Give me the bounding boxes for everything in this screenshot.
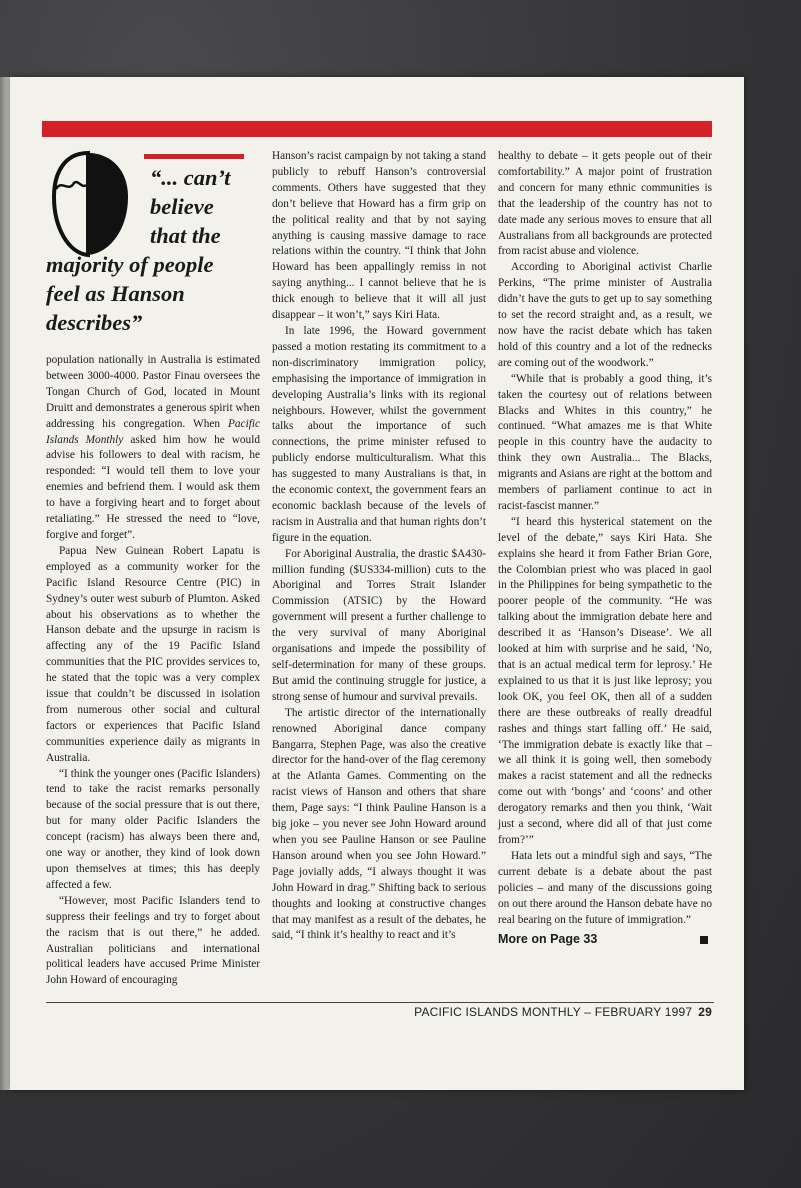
text-run: population nationally in Australia is estimated between 3000-4000. Pastor Finau oversees the Tongan Church of God, located in Mount Druitt and demonstrates a generous spirit when addressing his congregation. When — [46, 354, 260, 430]
paragraph: Papua New Guinean Robert Lapatu is employed as a community worker for the Pacific Island Resource Centre (PIC) in Sydney’s outer west suburb of Plumton. Asked about his observations as to whether the Hanson debate and the upsurge in racism is affecting any of the 19 Pacific Island communities that the PIC provides services to, he stated that the topic was a very complex issue that couldn’t be discussed in isolation from numerous other social and cultural factors or experiences that Pacific Island communities experience daily as migrants in Australia. — [46, 544, 260, 764]
more-on-page-link[interactable]: More on Page 33 — [498, 932, 598, 947]
text-run: asked him how he would advise his followers to deal with racism, he responded: “I would tell them to love your enemies and befriend them. I would ask them to have a forgiving heart and to forget about retaliating.” He stressed the need to “love, forgive and forget”. — [46, 433, 260, 541]
paragraph: “While that is probably a good thing, it’s taken the courtesy out of relations between Blacks and Whites in this country,” he continued. “What amazes me is that White people in this country have the audacity to think they own Australia... The Blacks, migrants and Asians are right at the bottom and members of parliament continue to act in racist-fascist manner.” — [498, 372, 712, 512]
page-number: 29 — [698, 1005, 712, 1019]
paragraph: The artistic director of the internationally renowned Aboriginal dance company Bangarra, Stephen Page, was also the creative director for the hand-over of the flag ceremony at the Atlanta Games. Commenting on the racist views of Hanson and others that share them, Page says: “I think Pauline Hanson is a big joke – you never see John Howard around when you see Pauline Hanson or see Pauline Hanson around when you see John Howard.” Page jovially adds, “I always thought it was John Howard in drag.” Shifting back to serious thoughts and looking at constructive changes that may manifest as a result of the debates, he said, “I think it’s healthy to react and it’s — [272, 706, 486, 942]
paragraph: According to Aboriginal activist Charlie Perkins, “The prime minister of Australia didn’t have the guts to get up to say something to set the record straight and, as a result, we now have the racist debate which has taken hold of this country and a lot of the rednecks are coming out of the woodwork.” — [498, 261, 712, 369]
end-mark-icon — [700, 936, 708, 944]
column-2 — [272, 149, 486, 944]
page-spine — [0, 77, 10, 1090]
paragraph — [46, 353, 260, 544]
pull-quote-line: that the — [150, 223, 221, 248]
paragraph: “However, most Pacific Islanders tend to suppress their feelings and try to forget about the racism that is out there,” he added. Australian politicians and international political leaders have accused Prime Minister John Howard of encouraging — [46, 894, 260, 987]
pull-quote-line: believe — [150, 194, 214, 219]
paragraph: “I heard this hysterical statement on the level of the debate,” says Kiri Hata. She explains she heard it from Father Brian Gore, the Colombian priest who was placed in gaol in the Philippines for being sympathetic to the poorer people of the community. “He was talking about the immigration debate here and described it as ‘Hanson’s Disease’. We all looked at him with surprise and he said, ‘No, that is an actual medical term for leprosy.’ He explained to us that it is just like leprosy; you look OK, you feel OK, then all of a sudden there are these outbreaks of really dreadful rashes and things start falling off.’ He said, ‘The immigration debate is exactly like that – we all think it is going well, then somebody makes a racist statement and all the rednecks come out with ‘bongs’ and ‘coons’ and other derogatory remarks and then you think, ‘Wait just a second, where did all of that just come from?’” — [498, 515, 712, 846]
pull-quote-line: “... can’t — [150, 165, 231, 190]
paragraph: In late 1996, the Howard government passed a motion restating its commitment to a non-discriminatory immigration policy, emphasising the importance of immigration in developing Australia’s links with its regional neighbours. However, whilst the government talks about the importance of such connections, the prime minister refused to publicly endorse multiculturalism. What this has suggested to many Australians is that, in the economic context, the government fears an economic backlash because of the levels of racism in Australia and that human rights don’t figure in the equation. — [272, 324, 486, 544]
pull-quote-text — [46, 163, 262, 337]
pull-quote-line: feel as Hanson — [46, 281, 185, 306]
header-red-bar — [42, 121, 712, 137]
continued-notice — [498, 932, 712, 948]
footer-rule — [46, 1002, 714, 1003]
paragraph: healthy to debate – it gets people out of their comfortability.” A major point of frustration and concern for many ethnic communities is that the leadership of the country has not to date made any serious moves to ensure that all Australians from all backgrounds are protected from racist abuse and violence. — [498, 150, 712, 258]
pull-quote — [46, 149, 260, 345]
column-3 — [498, 149, 712, 948]
pull-quote-line: majority of people — [46, 252, 214, 277]
paragraph: “I think the younger ones (Pacific Islanders) tend to take the racist remarks personally because of the social pressure that is out there, but for many older Pacific Islanders the concept (racism) has always been there and, one way or another, they kind of look down upon themselves at times; this has deeply affected a few. — [46, 767, 260, 891]
magazine-page — [10, 77, 744, 1090]
paragraph: For Aboriginal Australia, the drastic $A430-million funding ($US334-million) cuts to the Aboriginal and Torres Strait Islander Commission (ATSIC) by the Howard government will present a further challenge to the very survival of many Aboriginal organisations and impede the possibility of self-determination for many of these groups. But amid the continuing struggle for justice, a strong sense of humour and survival prevails. — [272, 547, 486, 703]
publication-name: Pacific Islands Monthly — [46, 417, 260, 446]
footer-publication: PACIFIC ISLANDS MONTHLY – FEBRUARY 1997 — [414, 1005, 693, 1019]
page-footer — [414, 1005, 712, 1019]
paragraph: Hata lets out a mindful sigh and says, “The current debate is a debate about the past policies – and many of the discussions going on out there around the Hanson debate have no real bearing on the future of immigration.” — [498, 849, 712, 926]
pull-quote-rule — [144, 154, 244, 159]
pull-quote-line: describes” — [46, 310, 143, 335]
column-1 — [46, 149, 260, 989]
paragraph: Hanson’s racist campaign by not taking a stand publicly to rebuff Hanson’s controversial comments. Others have suggested that they don’t believe that Howard has a firm grip on the political reality and that by not saying anything is causing massive damage to race relations within the country. “I think that John Howard has been appallingly remiss in not saying anything... I cannot believe that he is thick enough to believe that it will all just disappear – it won’t,” says Kiri Hata. — [272, 150, 486, 322]
